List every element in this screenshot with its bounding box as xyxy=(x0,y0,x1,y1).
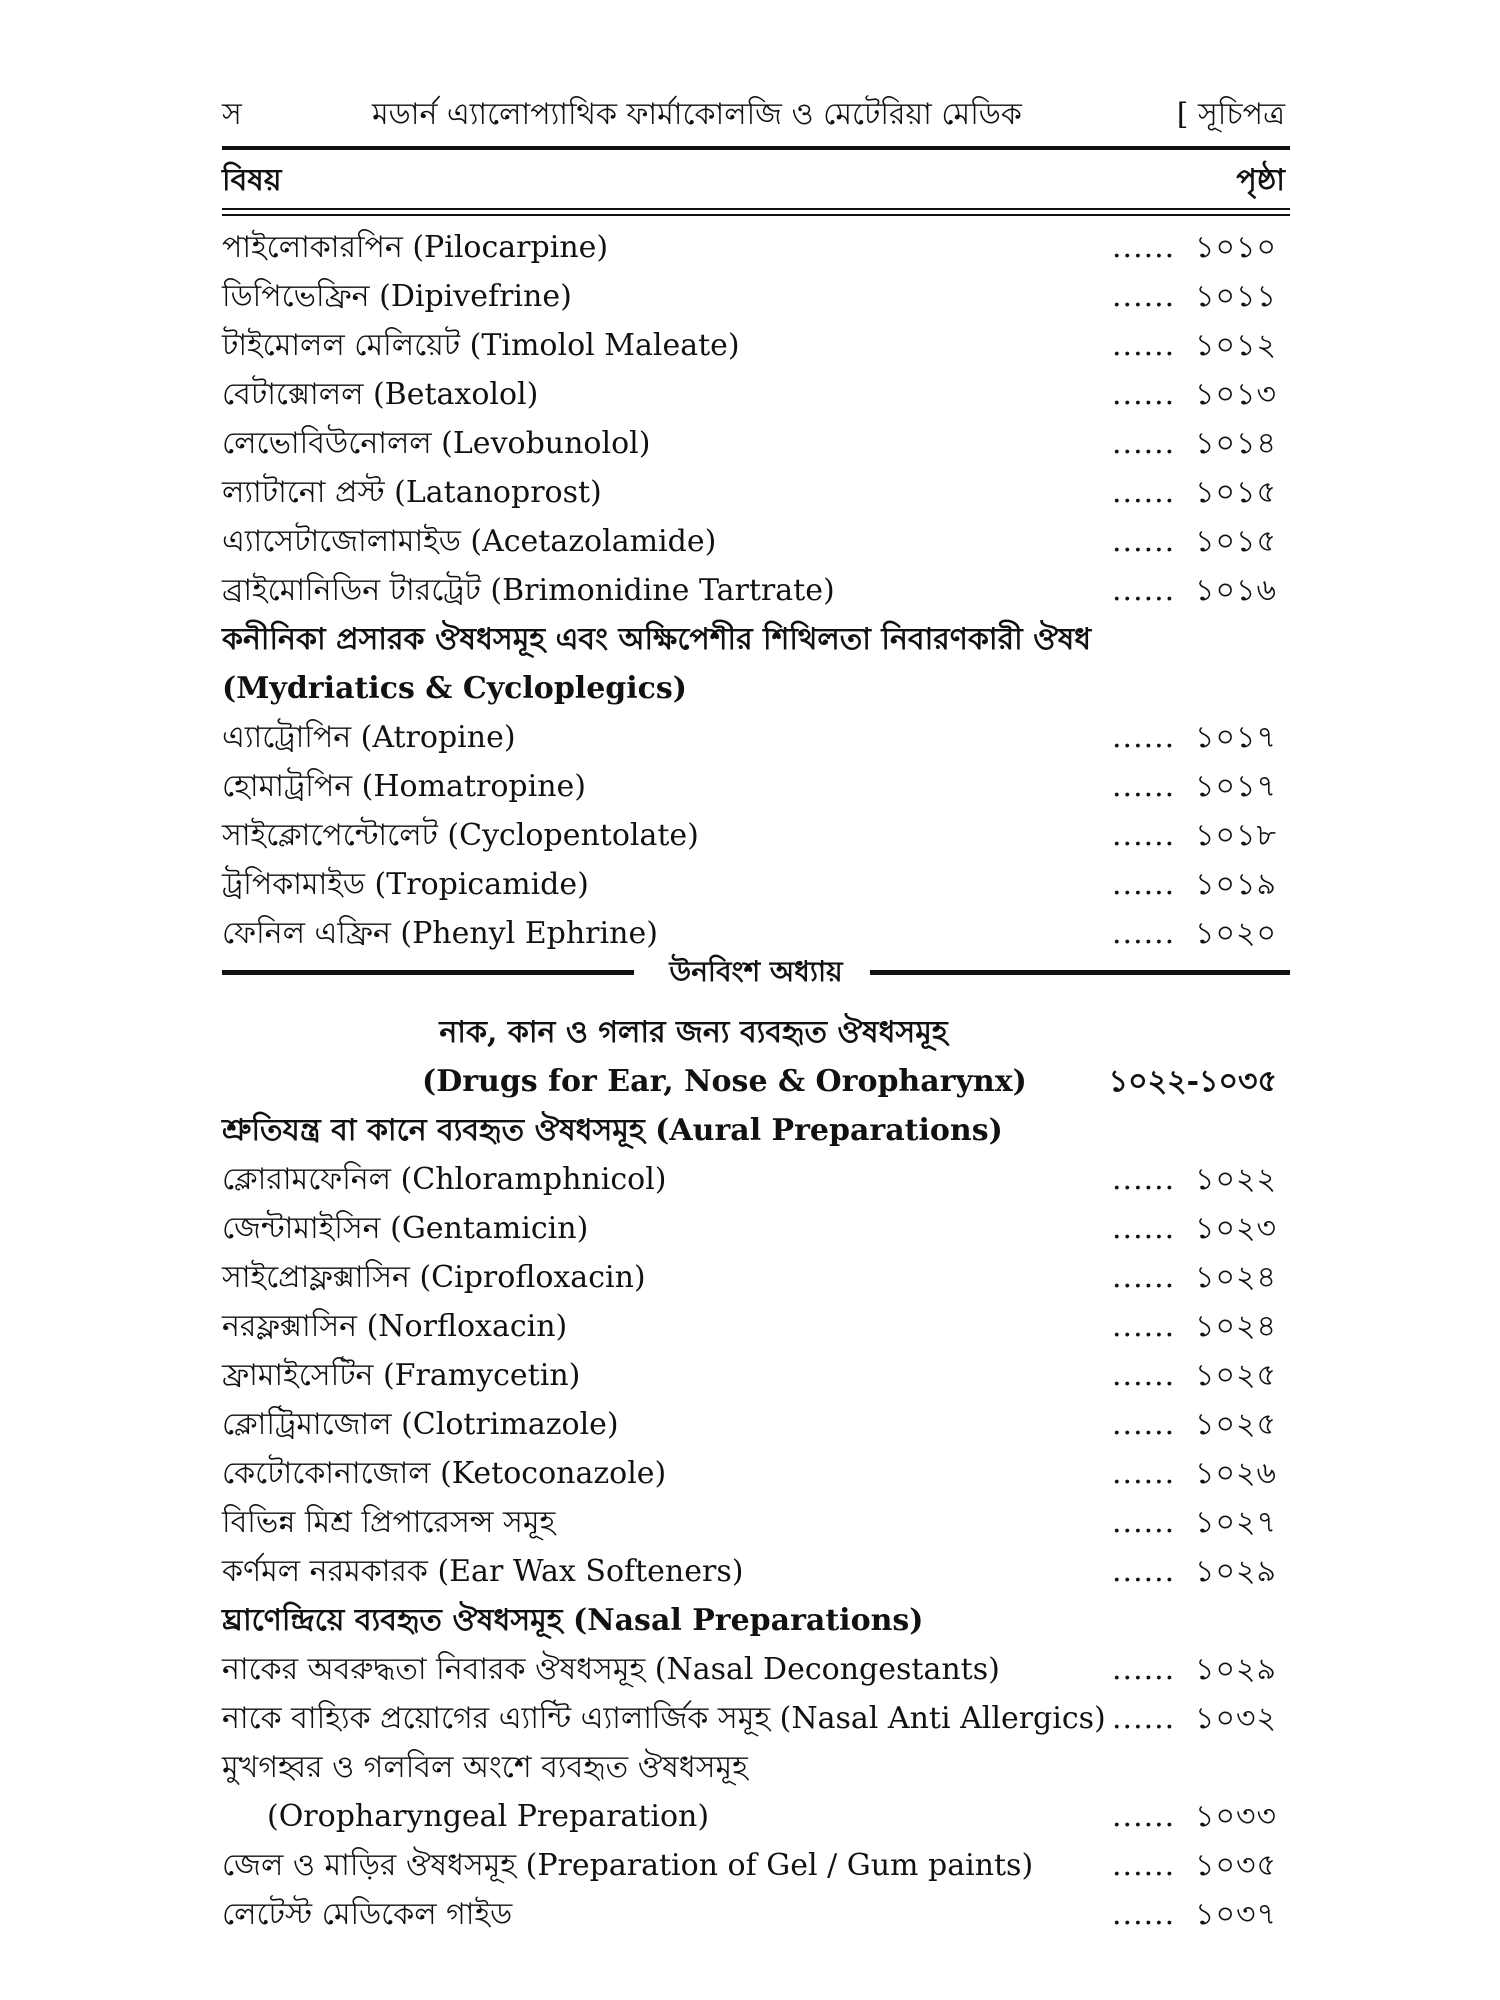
toc-entry-label: কেটোকোনাজোল (Ketoconazole) xyxy=(222,1456,667,1491)
toc-entry-label: ট্রপিকামাইড (Tropicamide) xyxy=(222,867,589,902)
toc-entry-label: নাকে বাহ্যিক প্রয়োগের এ্যান্টি এ্যালার্জিক সমূহ (Nasal Anti Allergics) xyxy=(222,1701,1106,1736)
toc-entry-label: জেল ও মাড়ির ঔষধসমূহ (Preparation of Gel / Gum paints) xyxy=(222,1848,1034,1883)
toc-entry-label: ডিপিভেফ্রিন (Dipivefrine) xyxy=(222,279,572,314)
leader-dots: ...... xyxy=(1112,769,1176,804)
toc-page-number: ১০১৩ xyxy=(1195,377,1277,412)
toc-entry xyxy=(222,811,1285,860)
toc-page-number: ১০৩৩ xyxy=(1195,1799,1277,1834)
toc-entry xyxy=(222,1792,1285,1841)
toc-entry xyxy=(222,517,1285,566)
toc-entry-label: ফ্রামাইসেটিন (Framycetin) xyxy=(222,1358,581,1393)
toc-entry-label: এ্যাট্রোপিন (Atropine) xyxy=(222,720,516,755)
toc-page-number: ১০৩৭ xyxy=(1195,1897,1277,1932)
toc-entry-label: টাইমোলল মেলিয়েট (Timolol Maleate) xyxy=(222,328,740,363)
toc-page-number: ১০১০ xyxy=(1195,230,1277,265)
toc-entry-label: পাইলোকারপিন (Pilocarpine) xyxy=(222,230,609,265)
chapter-divider xyxy=(222,952,1290,992)
toc-page-number: ১০১৭ xyxy=(1195,720,1277,755)
leader-dots: ...... xyxy=(1112,818,1176,853)
toc-entry-label: হোমাট্রপিন (Homatropine) xyxy=(222,769,586,804)
column-rule-1 xyxy=(222,208,1290,210)
toc-entry xyxy=(222,1253,1285,1302)
toc-entry xyxy=(222,1351,1285,1400)
chapter-title-en: (Drugs for Ear, Nose & Oropharynx) xyxy=(422,1064,1027,1099)
toc-section-heading xyxy=(222,1106,1285,1155)
column-headers xyxy=(222,158,1285,204)
toc-entry xyxy=(222,1302,1285,1351)
leader-dots: ...... xyxy=(1112,1260,1176,1295)
leader-dots: ...... xyxy=(1112,916,1176,951)
toc-entry xyxy=(222,370,1285,419)
toc-entry xyxy=(222,223,1285,272)
divider-line-right xyxy=(870,970,1290,975)
toc-entry-label: ফেনিল এফ্রিন (Phenyl Ephrine) xyxy=(222,916,658,951)
toc-entry xyxy=(222,909,1285,958)
toc-entry-label: বিভিন্ন মিশ্র প্রিপারেসন্স সমূহ xyxy=(222,1505,556,1540)
chapter-title-bn: নাক, কান ও গলার জন্য ব্যবহৃত ঔষধসমূহ xyxy=(439,1015,948,1050)
toc-entry xyxy=(222,566,1285,615)
running-head xyxy=(222,92,1285,138)
toc-entry-label: ল্যাটানো প্রস্ট (Latanoprost) xyxy=(222,475,602,510)
toc-entry-label: সাইপ্রোফ্লক্সাসিন (Ciprofloxacin) xyxy=(222,1260,646,1295)
toc-entry xyxy=(222,860,1285,909)
toc-entry-label: (Oropharyngeal Preparation) xyxy=(267,1799,710,1834)
toc-page-number: ১০১৪ xyxy=(1195,426,1277,461)
toc-page-number: ১০১৯ xyxy=(1195,867,1277,902)
col-page: পৃষ্ঠা xyxy=(1236,163,1285,198)
toc-entry xyxy=(222,1449,1285,1498)
toc-page-number: ১০২৩ xyxy=(1195,1211,1277,1246)
toc-entry xyxy=(222,1841,1285,1890)
toc-page-number: ১০২২ xyxy=(1195,1162,1277,1197)
toc-page-number: ১০২৫ xyxy=(1195,1407,1277,1442)
toc-entry-label: লেভোবিউনোলল (Levobunolol) xyxy=(222,426,651,461)
leader-dots: ...... xyxy=(1112,426,1176,461)
leader-dots: ...... xyxy=(1112,1897,1176,1932)
leader-dots: ...... xyxy=(1112,1407,1176,1442)
leader-dots: ...... xyxy=(1112,1309,1176,1344)
toc-page-number: ১০১৮ xyxy=(1195,818,1277,853)
toc-entry-label: জেন্টামাইসিন (Gentamicin) xyxy=(222,1211,589,1246)
leader-dots: ...... xyxy=(1112,1799,1176,1834)
toc-page-number: ১০২৫ xyxy=(1195,1358,1277,1393)
toc-page-number: ১০২৯ xyxy=(1195,1652,1277,1687)
leader-dots: ...... xyxy=(1112,1652,1176,1687)
toc-page-number: ১০২৪ xyxy=(1195,1260,1277,1295)
toc-page-number: ১০১৫ xyxy=(1195,524,1277,559)
toc-entry-label: ব্রাইমোনিডিন টারট্রেট (Brimonidine Tartrate) xyxy=(222,573,835,608)
toc-entry xyxy=(222,1155,1285,1204)
leader-dots: ...... xyxy=(1112,524,1176,559)
toc-entry-label: নাকের অবরুদ্ধতা নিবারক ঔষধসমূহ (Nasal Decongestants) xyxy=(222,1652,1000,1687)
leader-dots: ...... xyxy=(1112,1505,1176,1540)
toc-page-number: ১০২৪ xyxy=(1195,1309,1277,1344)
leader-dots: ...... xyxy=(1112,377,1176,412)
toc-section-heading xyxy=(222,1596,1285,1645)
toc-page-number: ১০২৬ xyxy=(1195,1456,1277,1491)
leader-dots: ...... xyxy=(1112,573,1176,608)
toc-entry xyxy=(222,468,1285,517)
toc-entries-part1 xyxy=(222,223,1285,958)
toc-page-number: ১০৩৫ xyxy=(1195,1848,1277,1883)
col-subject: বিষয় xyxy=(222,163,282,198)
toc-page-number: ১০২৯ xyxy=(1195,1554,1277,1589)
toc-entry-label: শ্রুতিযন্ত্র বা কানে ব্যবহৃত ঔষধসমূহ (Aural Preparations) xyxy=(222,1113,1003,1148)
toc-entry xyxy=(222,1204,1285,1253)
toc-entry xyxy=(222,713,1285,762)
toc-entry xyxy=(222,1694,1285,1743)
toc-entry xyxy=(222,1890,1285,1939)
toc-section-heading xyxy=(222,664,1285,713)
toc-entry-label: ক্লোরামফেনিল (Chloramphnicol) xyxy=(222,1162,667,1197)
toc-entries-part2 xyxy=(222,1106,1285,1939)
toc-entry-label: নরফ্লক্সাসিন (Norfloxacin) xyxy=(222,1309,568,1344)
leader-dots: ...... xyxy=(1112,1162,1176,1197)
header-rule xyxy=(222,146,1290,150)
toc-entry-label: মুখগহ্বর ও গলবিল অংশে ব্যবহৃত ঔষধসমূহ xyxy=(222,1750,748,1785)
leader-dots: ...... xyxy=(1112,1848,1176,1883)
toc-entry-label: (Mydriatics & Cycloplegics) xyxy=(222,671,687,706)
leader-dots: ...... xyxy=(1112,230,1176,265)
toc-entry xyxy=(222,762,1285,811)
toc-entry xyxy=(222,1645,1285,1694)
leader-dots: ...... xyxy=(1112,1358,1176,1393)
leader-dots: ...... xyxy=(1112,279,1176,314)
chapter-page-range: ১০২২-১০৩৫ xyxy=(1108,1064,1277,1099)
toc-section-heading xyxy=(222,615,1285,664)
toc-entry-label: কর্ণমল নরমকারক (Ear Wax Softeners) xyxy=(222,1554,744,1589)
toc-page-number: ১০৩২ xyxy=(1195,1701,1277,1736)
toc-entry-label: ঘ্রাণেন্দ্রিয়ে ব্যবহৃত ঔষধসমূহ (Nasal Preparations) xyxy=(222,1603,924,1638)
toc-entry xyxy=(222,272,1285,321)
chapter-number: উনবিংশ অধ্যায় xyxy=(669,955,843,988)
toc-entry-label: এ্যাসেটাজোলামাইড (Acetazolamide) xyxy=(222,524,717,559)
toc-page-number: ১০১৬ xyxy=(1195,573,1277,608)
chapter-title-row xyxy=(222,1057,1285,1106)
toc-entry xyxy=(222,1547,1285,1596)
leader-dots: ...... xyxy=(1112,328,1176,363)
toc-entry-label: কনীনিকা প্রসারক ঔষধসমূহ এবং অক্ষিপেশীর শিথিলতা নিবারণকারী ঔষধ xyxy=(222,622,1092,657)
divider-line-left xyxy=(222,970,634,975)
leader-dots: ...... xyxy=(1112,475,1176,510)
toc-entry xyxy=(222,1743,1285,1792)
toc-entry xyxy=(222,1498,1285,1547)
section-name: [ সূচিপত্র xyxy=(1176,97,1285,132)
leader-dots: ...... xyxy=(1112,867,1176,902)
toc-page-number: ১০১৫ xyxy=(1195,475,1277,510)
folio: স xyxy=(222,97,242,132)
toc-entry-label: লেটেস্ট মেডিকেল গাইড xyxy=(222,1897,513,1932)
toc-entry xyxy=(222,419,1285,468)
toc-entry-label: ক্লোট্রিমাজোল (Clotrimazole) xyxy=(222,1407,619,1442)
toc-entry-label: সাইক্লোপেন্টোলেট (Cyclopentolate) xyxy=(222,818,699,853)
toc-entry xyxy=(222,1400,1285,1449)
toc-page-number: ১০১২ xyxy=(1195,328,1277,363)
leader-dots: ...... xyxy=(1112,1211,1176,1246)
leader-dots: ...... xyxy=(1112,1554,1176,1589)
toc-page-number: ১০১১ xyxy=(1195,279,1277,314)
book-title: মডার্ন এ্যালোপ্যাথিক ফার্মাকোলজি ও মেটেরিয়া মেডিক xyxy=(372,97,1022,132)
leader-dots: ...... xyxy=(1112,720,1176,755)
column-rule-2 xyxy=(222,214,1290,216)
toc-entry xyxy=(222,321,1285,370)
leader-dots: ...... xyxy=(1112,1456,1176,1491)
toc-page-number: ১০২০ xyxy=(1195,916,1277,951)
leader-dots: ...... xyxy=(1112,1701,1176,1736)
toc-entry-label: বেটাক্সোলল (Betaxolol) xyxy=(222,377,539,412)
toc-page-number: ১০২৭ xyxy=(1195,1505,1277,1540)
toc-page-number: ১০১৭ xyxy=(1195,769,1277,804)
